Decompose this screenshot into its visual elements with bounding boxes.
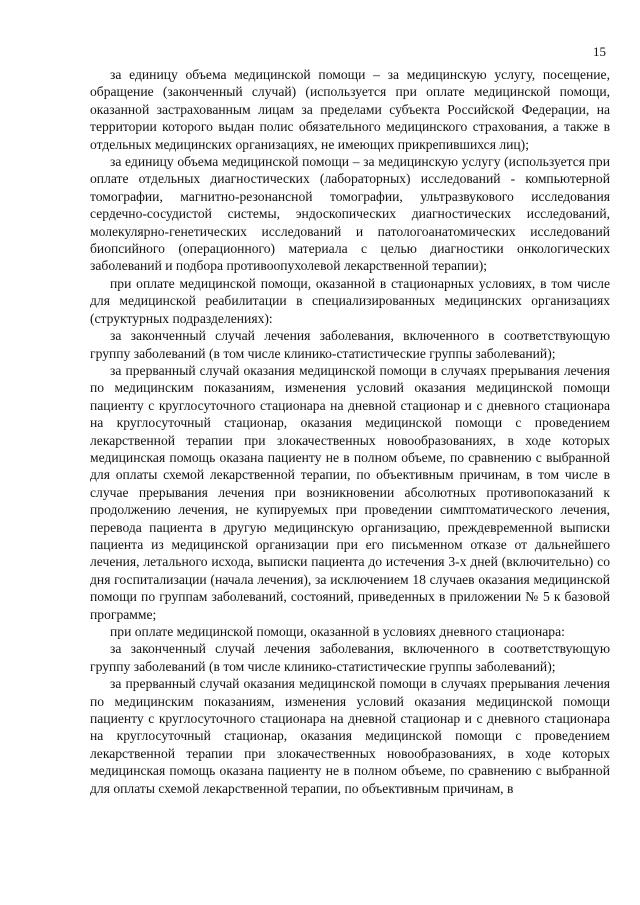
paragraph: за единицу объема медицинской помощи – за медицинскую услугу (используется при оплате отдельных диагностических (лабораторных) исследований - компьютерной томографии, магнитно-резонансной томографии, ультразвукового исследования сердечно-сосудистой системы, эндоскопических диагностических исследований, молекулярно-генетических исследований и патологоанатомических исследований биопсийного (операционного) материала с целью диагностики онкологических заболеваний и подбора противоопухолевой лекарственной терапии); [90,154,610,274]
paragraph: за законченный случай лечения заболевания, включенного в соответствующую группу заболеваний (в том числе клинико-статистические группы заболеваний); [90,328,610,361]
paragraph: при оплате медицинской помощи, оказанной в условиях дневного стационара: [110,624,565,639]
paragraph: при оплате медицинской помощи, оказанной в стационарных условиях, в том числе для медицинской реабилитации в специализированных медицинских организациях (структурных подразделениях): [90,275,610,326]
paragraph: за прерванный случай оказания медицинской помощи в случаях прерывания лечения по медицинским показаниям, изменения условий оказания медицинской помощи пациенту с круглосуточного стационара на дневной стационар и с дневного стационара на круглосуточный стационар, оказания медицинской помощи с проведением лекарственной терапии при злокачественных новообразованиях, в ходе которых медицинская помощь оказана пациенту не в полном объеме, по сравнению с выбранной для оплаты схемой лекарственной терапии, по объективным причинам, в том числе в случае прерывания лечения при возникновении абсолютных противопоказаний к продолжению лечения, не купируемых при проведении симптоматического лечения, перевода пациента в другую медицинскую организацию, преждевременной выписки пациента из медицинской организации при его письменном отказе от дальнейшего лечения, летального исхода, выписки пациента до истечения 3-х дней (включительно) со дня госпитализации (начала лечения), за исключением 18 случаев оказания медицинской помощи по группам заболеваний, состояний, приведенных в приложении № 5 к базовой программе; [90,362,610,622]
paragraph: за прерванный случай оказания медицинской помощи в случаях прерывания лечения по медицинским показаниям, изменения условий оказания медицинской помощи пациенту с круглосуточного стационара на дневной стационар и с дневного стационара на круглосуточный стационар, оказания медицинской помощи с проведением лекарственной терапии при злокачественных новообразованиях, в ходе которых медицинская помощь оказана пациенту не в полном объеме, по сравнению с выбранной для оплаты схемой лекарственной терапии, по объективным причинам, в [90,676,610,796]
paragraph: за законченный случай лечения заболевания, включенного в соответствующую группу заболеваний (в том числе клинико-статистические группы заболеваний); [90,641,610,674]
paragraph: за единицу объема медицинской помощи – за медицинскую услугу, посещение, обращение (законченный случай) (используется при оплате медицинской помощи, оказанной застрахованным лицам за пределами субъекта Российской Федерации, на территории которого выдан полис обязательного медицинского страхования, а также в отдельных медицинских организациях, не имеющих прикрепившихся лиц); [90,67,610,152]
page-number: 15 [593,44,606,59]
document-body [90,66,610,797]
